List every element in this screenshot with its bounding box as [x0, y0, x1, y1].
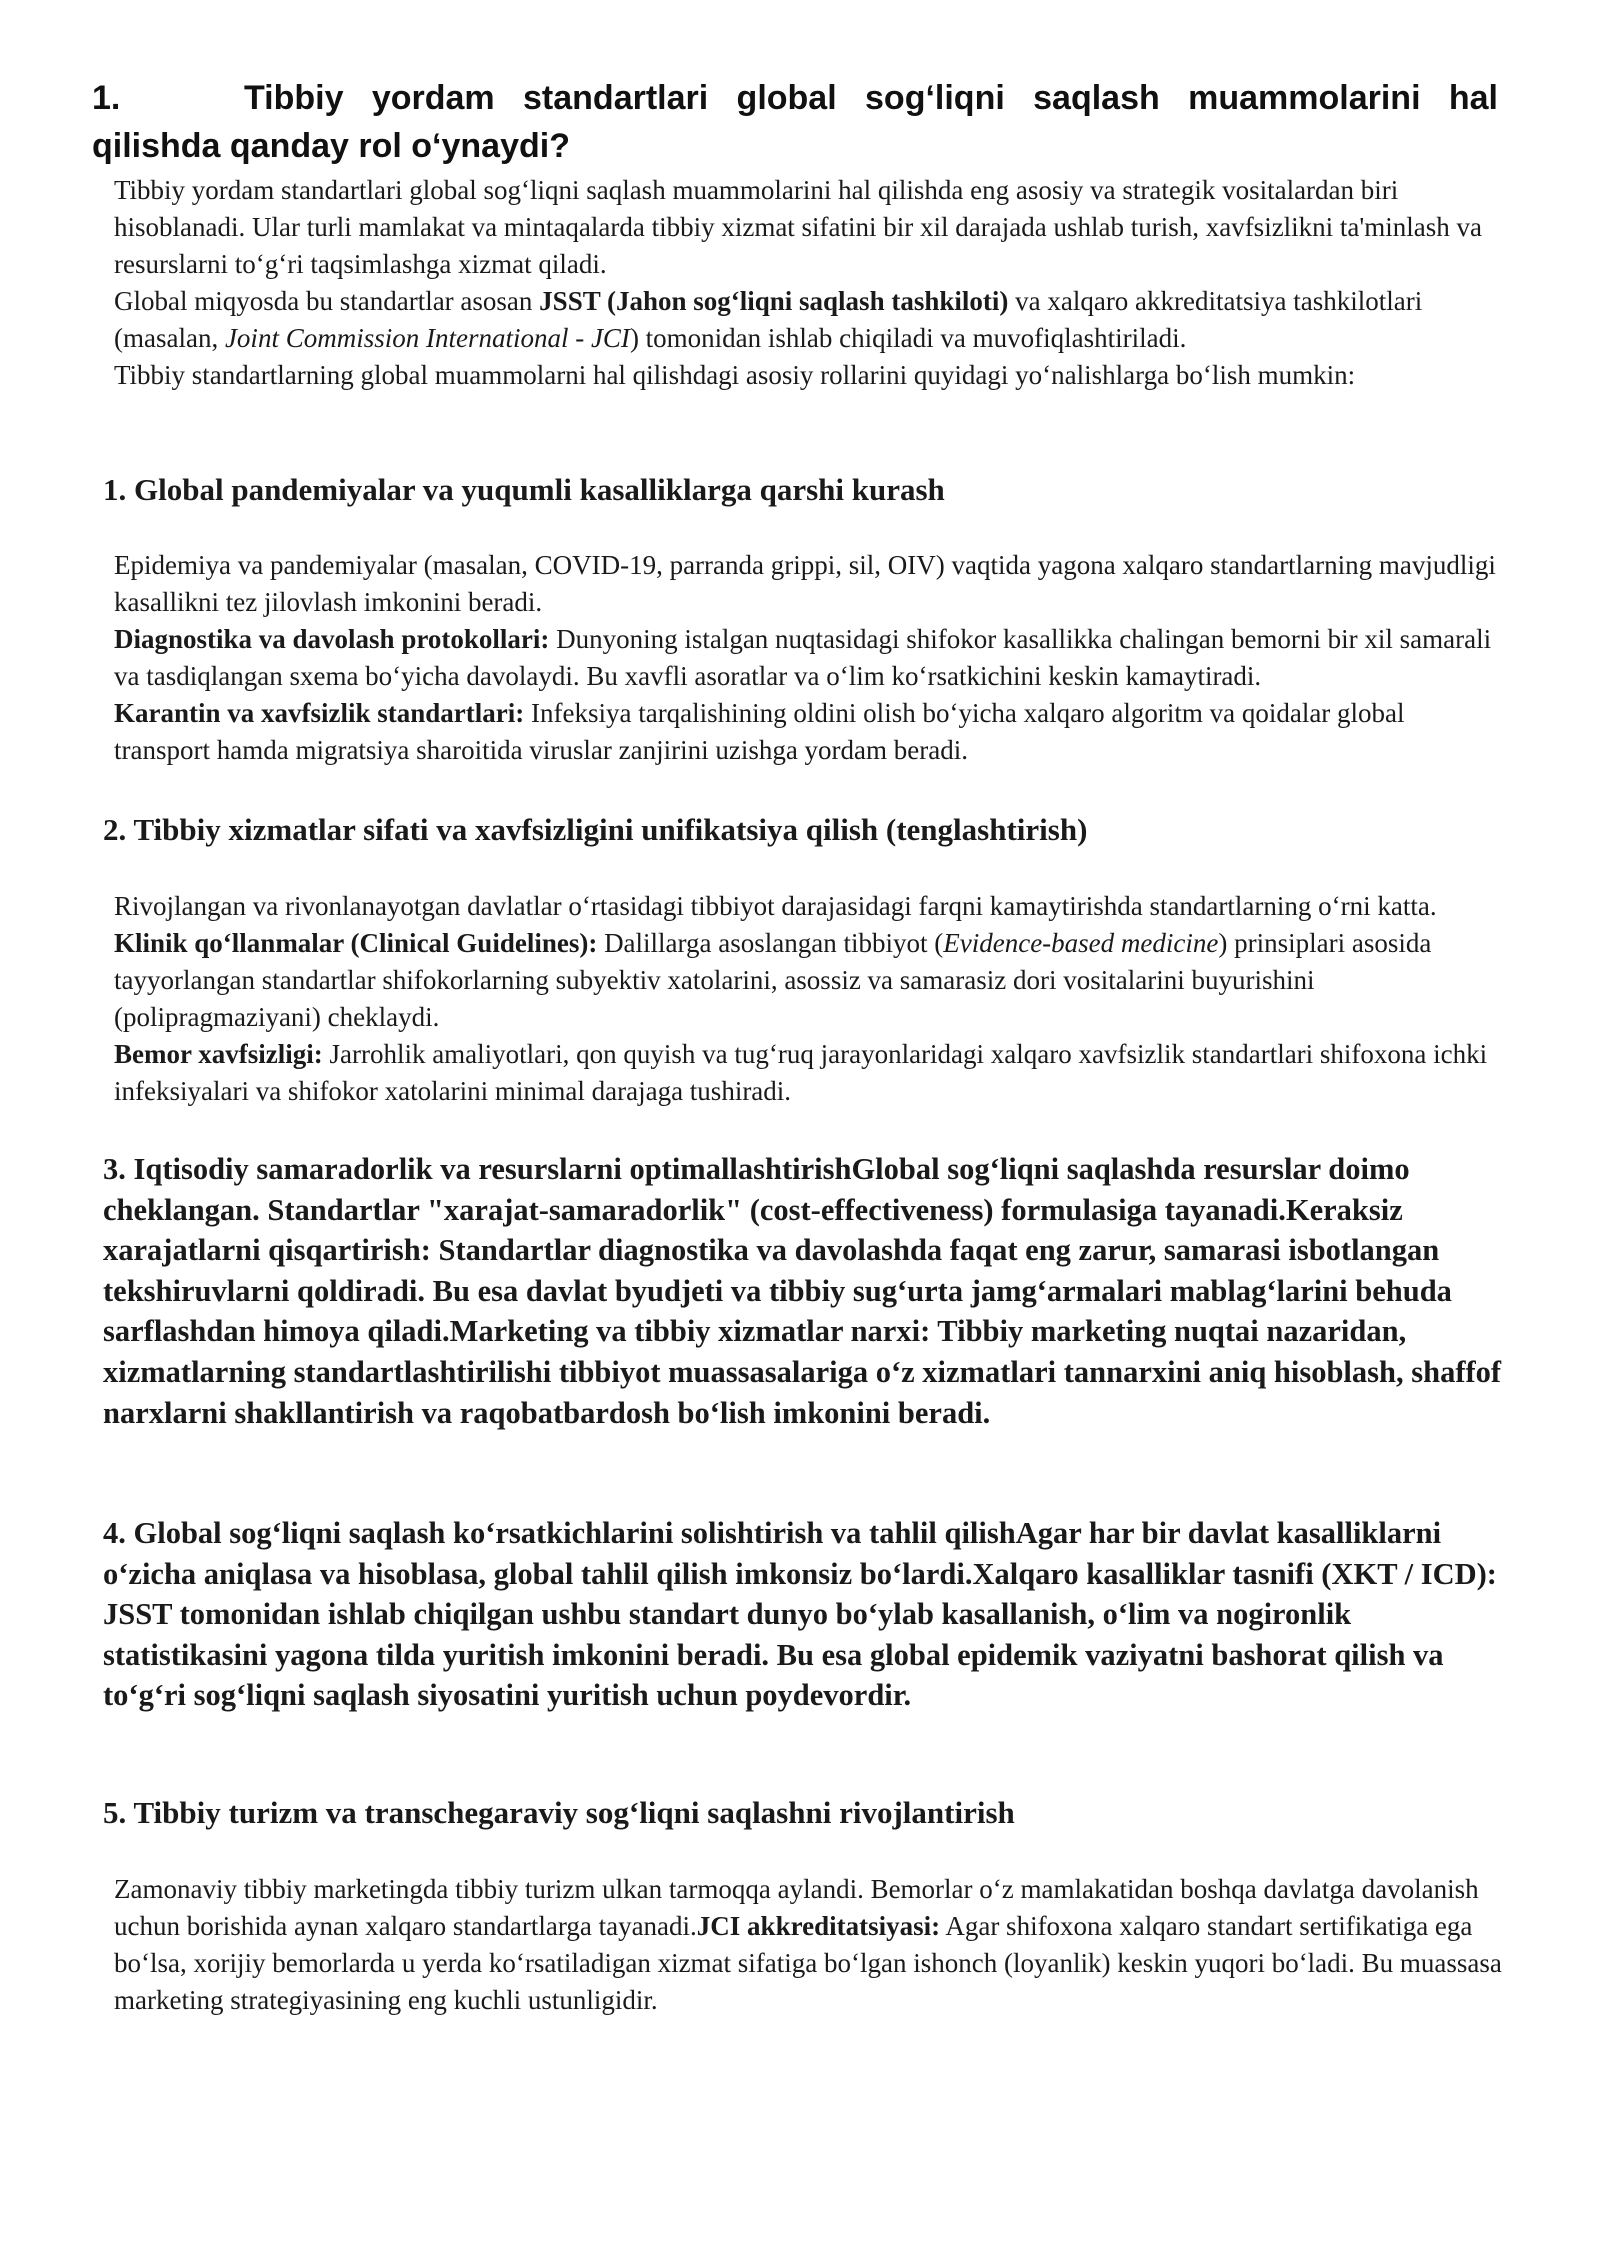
- section-5-p1-text: Zamonaviy tibbiy marketingda tibbiy turizm ulkan tarmoqqa aylandi. Bemorlar o‘z mamlakatidan boshqa davlatga davolanish uchun borishida aynan xalqaro standartlarga tayanadi.: [114, 1874, 1479, 1941]
- intro-block: [114, 172, 1506, 394]
- section-2-p2-text: Dalillarga asoslangan tibbiyot (: [597, 928, 944, 958]
- section-5-body: [114, 1871, 1506, 2019]
- title-text: Tibbiy yordam standartlari global sog‘liqni saqlash muammolarini hal qilishda qanday rol o‘ynaydi?: [92, 79, 1498, 165]
- section-1-p2-text: Dunyoning istalgan nuqtasidagi shifokor kasallikka chalingan bemorni bir xil samarali va tasdiqlangan sxema bo‘yicha davolaydi. Bu xavfli asoratlar va o‘lim ko‘rsatkichini keskin kamaytiradi.: [114, 624, 1492, 691]
- section-2-body: [114, 888, 1506, 1110]
- section-1-heading: 1. Global pandemiyalar va yuqumli kasalliklarga qarshi kurash: [103, 472, 945, 507]
- section-2-p2-label: Klinik qo‘llanmalar (Clinical Guidelines):: [114, 928, 598, 958]
- section-2-paragraph-3: [114, 1036, 1506, 1110]
- section-2-p2-italic: Evidence-based medicine: [943, 928, 1219, 958]
- intro-p2-text: Global miqyosda bu standartlar asosan: [114, 286, 540, 316]
- intro-p2-text-2: va xalqaro akkreditatsiya tashkilotlari (masalan,: [114, 286, 1423, 353]
- section-1-p3-text: Infeksiya tarqalishining oldini olish bo‘yicha xalqaro algoritm va qoidalar global transport hamda migratsiya sharoitida viruslar zanjirini uzishga yordam beradi.: [114, 698, 1405, 765]
- section-5-paragraph-1: [114, 1871, 1506, 2019]
- section-1-paragraph-1: Epidemiya va pandemiyalar (masalan, COVID-19, parranda grippi, sil, OIV) vaqtida yagona xalqaro standartlarning mavjudligi kasallikni tez jilovlash imkonini beradi.: [114, 550, 1496, 617]
- intro-paragraph-1: Tibbiy yordam standartlari global sog‘liqni saqlash muammolarini hal qilishda eng asosiy va strategik vositalardan biri hisoblanadi. Ular turli mamlakat va mintaqalarda tibbiy xizmat sifatini bir xil darajada ushlab turish, xavfsizlikni ta'minlash va resurslarni to‘g‘ri taqsimlashga xizmat qiladi.: [114, 175, 1483, 279]
- section-1-p2-label: Diagnostika va davolash protokollari:: [114, 624, 550, 654]
- section-2-paragraph-1: Rivojlangan va rivonlanayotgan davlatlar o‘rtasidagi tibbiyot darajasidagi farqni kamaytirishda standartlarning o‘rni katta.: [114, 891, 1437, 921]
- intro-paragraph-3: Tibbiy standartlarning global muammolarni hal qilishdagi asosiy rollarini quyidagi yo‘nalishlarga bo‘lish mumkin:: [114, 360, 1356, 390]
- section-1-body: [114, 547, 1506, 769]
- title-number: 1.: [92, 79, 121, 117]
- section-2-p2-text-2: ) prinsiplari asosida tayyorlangan standartlar shifokorlarning subyektiv xatolarini, asossiz va samarasiz dori vositalarini buyurishini (polipragmaziyani) cheklaydi.: [114, 928, 1432, 1032]
- intro-p2-bold: JSST (Jahon sog‘liqni saqlash tashkiloti): [539, 286, 1009, 316]
- section-1-p3-label: Karantin va xavfsizlik standartlari:: [114, 698, 525, 728]
- section-2-p3-text: Jarrohlik amaliyotlari, qon quyish va tug‘ruq jarayonlaridagi xalqaro xavfsizlik standartlari shifoxona ichki infeksiyalari va shifokor xatolarini minimal darajaga tushiradi.: [114, 1039, 1488, 1106]
- section-2-paragraph-2: [114, 925, 1506, 1036]
- section-2-heading: 2. Tibbiy xizmatlar sifati va xavfsizligini unifikatsiya qilish (tenglashtirish): [103, 812, 1088, 847]
- section-4-text: 4. Global sog‘liqni saqlash ko‘rsatkichlarini solishtirish va tahlil qilishAgar har bir davlat kasalliklarni o‘zicha aniqlasa va hisoblasa, global tahlil qilish imkonsiz bo‘lardi.Xalqaro kasalliklar tasnifi (XKT / ICD): JSST tomonidan ishlab chiqilgan ushbu standart dunyo bo‘ylab kasallanish, o‘lim va nogironlik statistikasini yagona tilda yuritish imkonini beradi. Bu esa global epidemik vaziyatni bashorat qilish va to‘g‘ri sog‘liqni saqlash siyosatini yuritish uchun poydevordir.: [103, 1516, 1497, 1713]
- intro-p2-italic: Joint Commission International - JCI: [224, 323, 630, 353]
- section-1-paragraph-3: [114, 695, 1506, 769]
- intro-p2-text-3: ) tomonidan ishlab chiqiladi va muvofiqlashtiriladi.: [629, 323, 1187, 353]
- section-3-block: [103, 1149, 1503, 1433]
- section-3-text: 3. Iqtisodiy samaradorlik va resurslarni optimallashtirishGlobal sog‘liqni saqlashda resurslar doimo cheklangan. Standartlar "xarajat-samaradorlik" (cost-effectiveness) formulasiga tayanadi.Keraksiz xarajatlarni qisqartirish: Standartlar diagnostika va davolashda faqat eng zarur, samarasi isbotlangan tekshiruvlarni qoldiradi. Bu esa davlat byudjeti va tibbiy sug‘urta jamg‘armalari mablag‘larini behuda sarflashdan himoya qiladi.Marketing va tibbiy xizmatlar narxi: Tibbiy marketing nuqtai nazaridan, xizmatlarning standartlashtirilishi tibbiyot muassasalariga o‘z xizmatlari tannarxini aniq hisoblash, shaffof narxlarni shakllantirish va raqobatbardosh bo‘lish imkonini beradi.: [103, 1152, 1502, 1430]
- section-4-block: [103, 1513, 1503, 1716]
- intro-paragraph-2: [114, 283, 1506, 357]
- section-2-p3-label: Bemor xavfsizligi:: [114, 1039, 323, 1069]
- section-5-p1-text-2: Agar shifoxona xalqaro standart sertifikatiga ega bo‘lsa, xorijiy bemorlarda u yerda ko‘rsatiladigan xizmat sifatiga bo‘lgan ishonch (loyanlik) keskin yuqori bo‘ladi. Bu muassasa marketing strategiyasining eng kuchli ustunligidir.: [114, 1911, 1502, 2015]
- document-title: [92, 74, 1498, 170]
- section-5-p1-label: JCI akkreditatsiyasi:: [696, 1911, 941, 1941]
- section-5-heading: 5. Tibbiy turizm va transchegaraviy sog‘liqni saqlashni rivojlantirish: [103, 1795, 1015, 1830]
- section-1-paragraph-2: [114, 621, 1506, 695]
